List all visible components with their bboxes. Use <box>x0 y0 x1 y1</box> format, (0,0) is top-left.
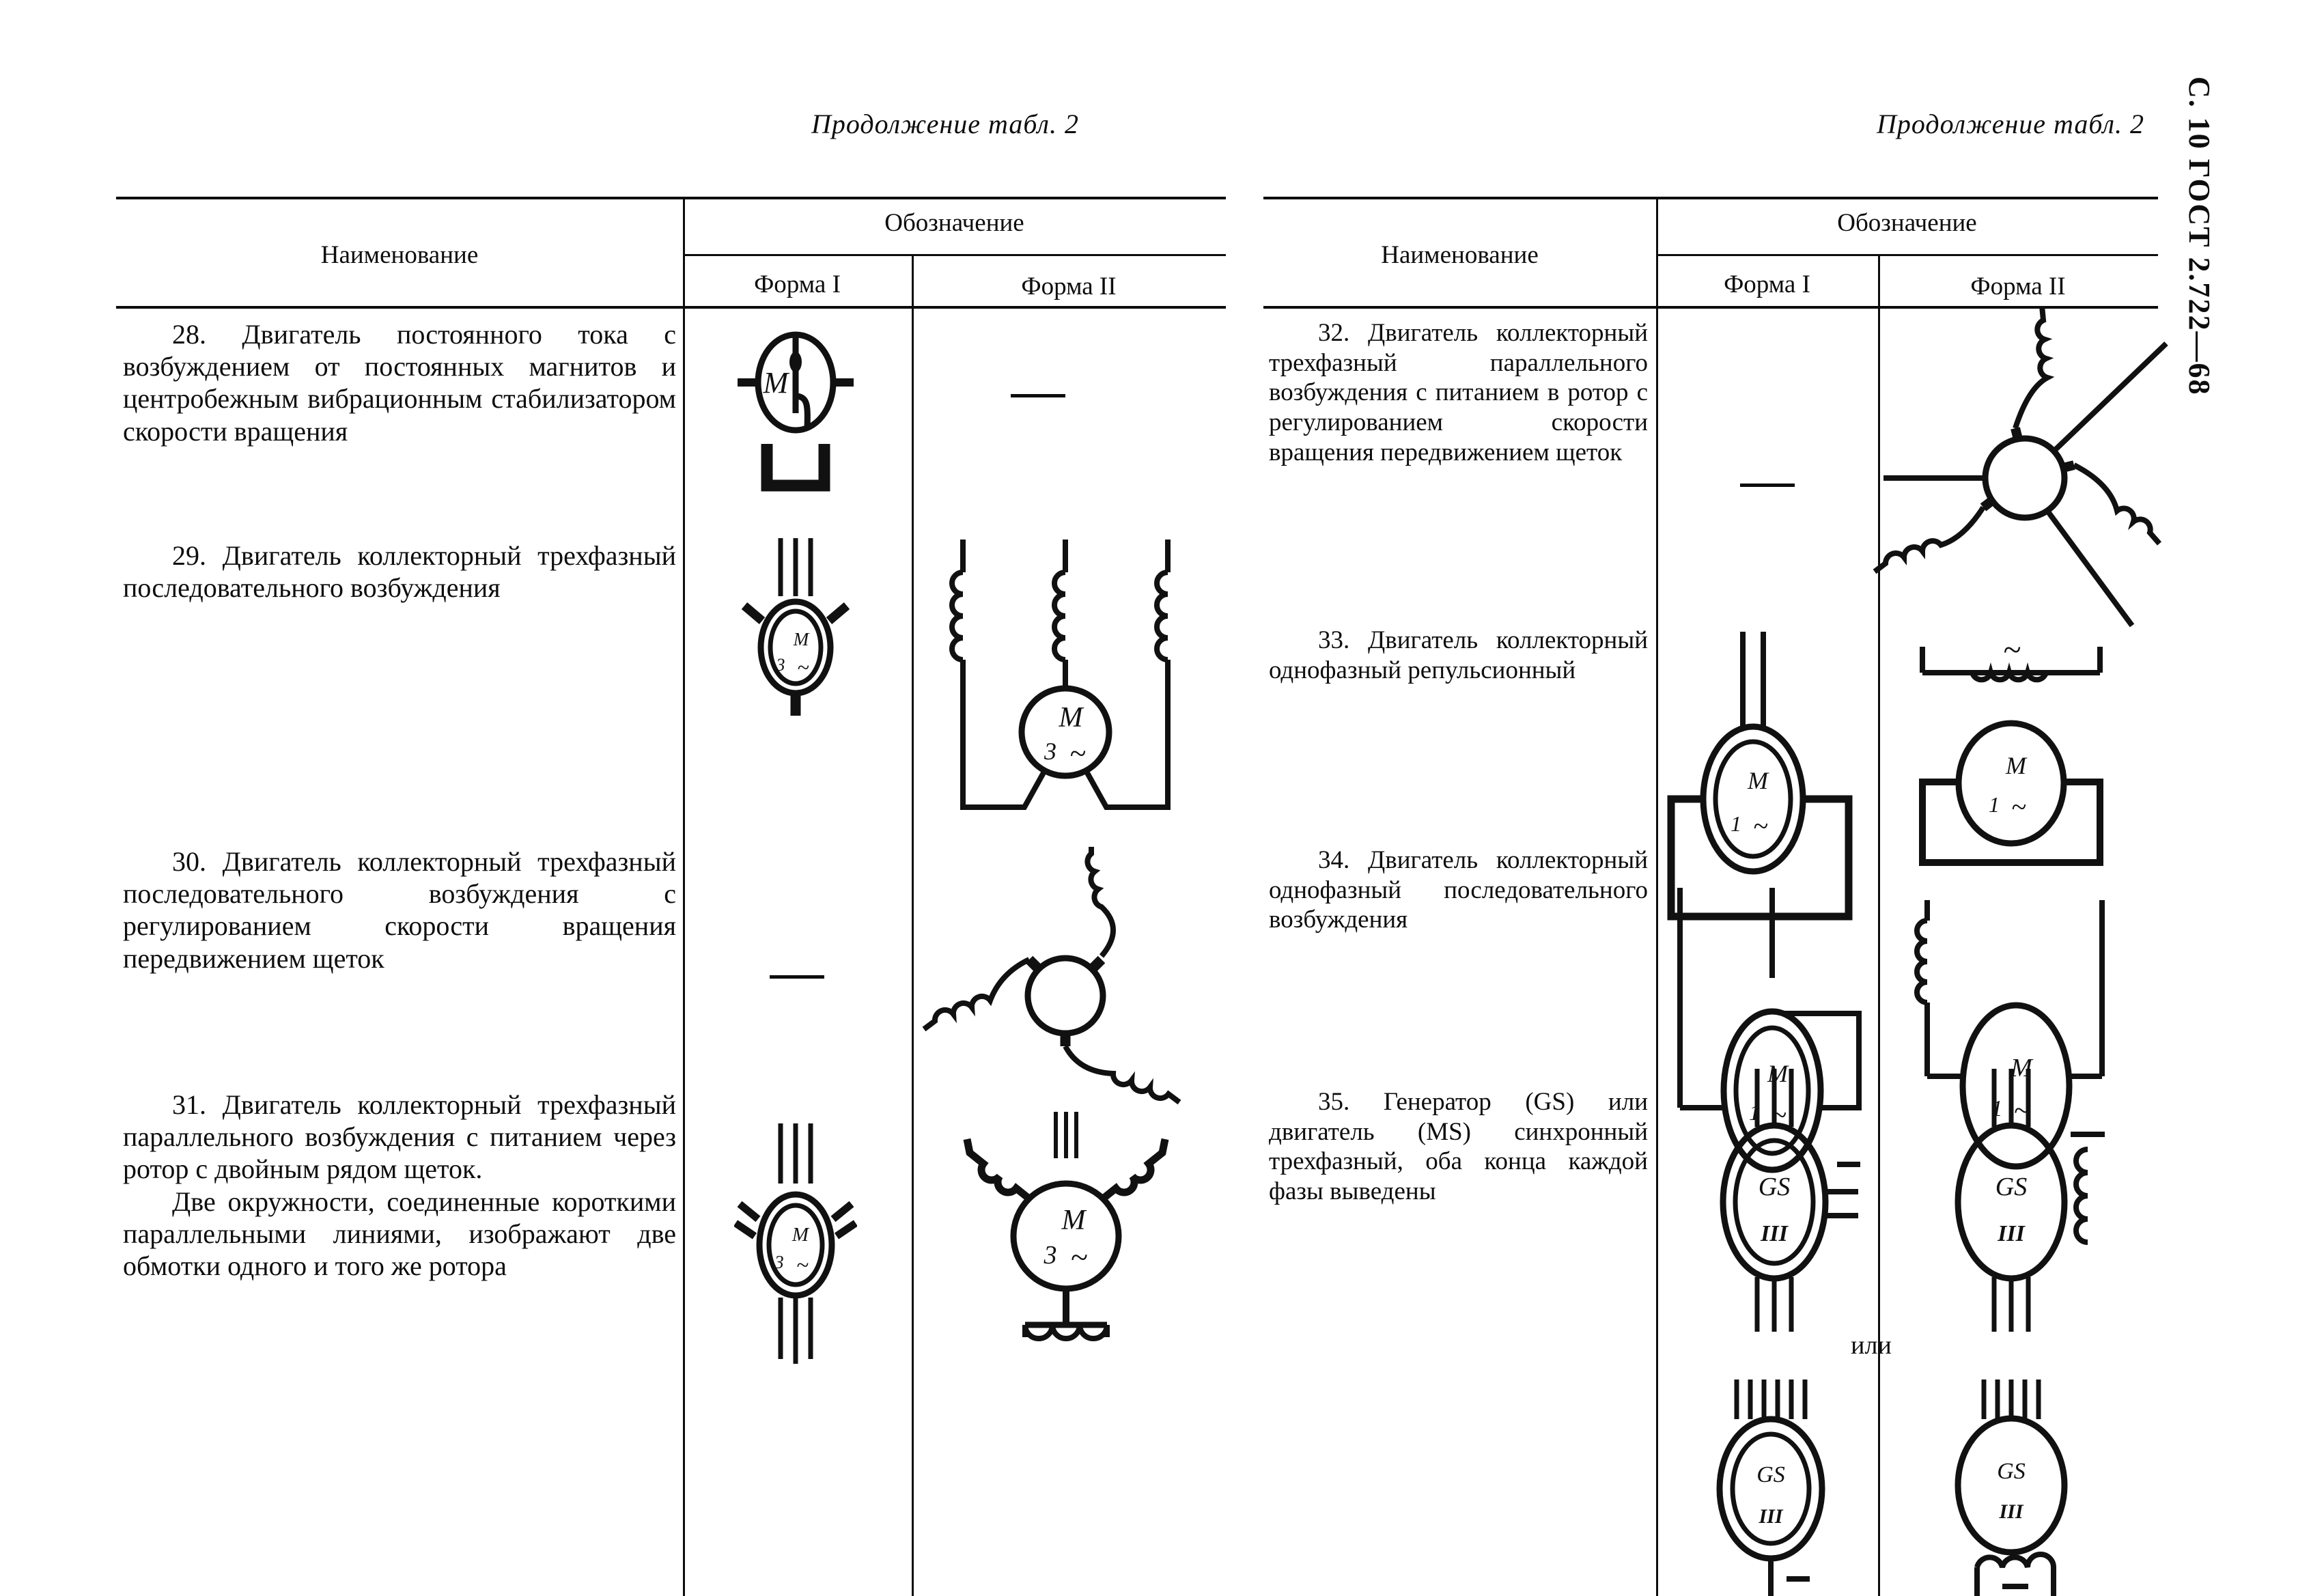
symbol-31-form1-double-brush-rotor <box>734 1123 857 1397</box>
ac-tilde: ~ <box>1069 737 1086 770</box>
item-33-text: 33. Двигатель коллекторный однофазный репульсионный <box>1269 626 1648 684</box>
ac-tilde: ~ <box>1753 811 1768 841</box>
motor-letter: M <box>2011 1054 2032 1082</box>
ac-tilde: ~ <box>2011 792 2026 822</box>
ac-tilde: ~ <box>796 1253 809 1278</box>
phase-digit: 1 <box>1989 792 2000 817</box>
ac-tilde: ~ <box>1070 1240 1088 1274</box>
symbol-32-form2-brush-shift-motor <box>1871 306 2192 647</box>
motor-letter: M <box>1748 767 1768 794</box>
item-34-name <box>1269 845 1648 935</box>
gost-side-note: С. 10 ГОСТ 2.722—68 <box>2183 76 2216 396</box>
left-table-top-rule <box>116 197 1226 199</box>
item-29-name <box>123 540 676 604</box>
item-34-text: 34. Двигатель коллекторный однофазный последовательного возбуждения <box>1269 846 1648 934</box>
left-header-form2: Форма II <box>1021 272 1117 300</box>
item-33-name <box>1269 626 1648 685</box>
left-header-name: Наименование <box>320 241 479 269</box>
right-header-designation: Обозначение <box>1837 209 1977 237</box>
symbol-30-form2-brush-shift-motor <box>919 847 1212 1120</box>
item-31-name <box>123 1089 676 1282</box>
motor-letter: M <box>1059 702 1083 733</box>
generator-letters: GS <box>1997 1459 2026 1484</box>
symbol-35-form1-synchronous-gs-alt <box>1685 1380 1863 1596</box>
symbol-33-form2-repulsion-motor <box>1912 625 2110 871</box>
phase-digit: 3 <box>776 655 785 675</box>
left-header-designation: Обозначение <box>884 209 1024 237</box>
three-bars: III <box>1998 1221 2025 1246</box>
caption-right: Продолжение табл. 2 <box>1876 109 2144 139</box>
three-bars: III <box>1761 1221 1788 1246</box>
item-31-text: 31. Двигатель коллекторный трехфазный параллельного возбуждения с питанием через ротор с двойным рядом щеток. <box>123 1089 676 1185</box>
item-35-name <box>1269 1087 1648 1207</box>
left-header-form1: Форма I <box>754 270 841 298</box>
motor-letter: M <box>1061 1205 1086 1236</box>
item-30-text: 30. Двигатель коллекторный трехфазный последовательного возбуждения с регулированием скорости вращения передвижением щеток <box>123 846 676 974</box>
ac-tilde: ~ <box>1771 1100 1787 1130</box>
item-28-name <box>123 318 676 447</box>
symbol-35-form2-synchronous-gs-alt <box>1926 1380 2110 1596</box>
symbol-35-form2-synchronous-gs <box>1926 1069 2110 1335</box>
item-32-text: 32. Двигатель коллекторный трехфазный параллельного возбуждения с питанием в ротор с регулированием скорости вращения передвижением щеток <box>1269 319 1648 466</box>
symbol-35-form1-synchronous-gs <box>1685 1069 1863 1335</box>
phase-digit: 1 <box>1731 811 1741 836</box>
generator-letters: GS <box>1995 1173 2028 1201</box>
symbol-30-form1-empty-dash <box>770 975 824 979</box>
phase-digit: 1 <box>1749 1100 1760 1125</box>
symbol-29-form2-commutator-3ph-series <box>922 540 1209 843</box>
symbol-31-form2-double-brush-rotor <box>922 1112 1209 1399</box>
left-table-designation-rule <box>683 254 1226 256</box>
motor-letter: M <box>1767 1060 1788 1087</box>
symbol-28-form1-dc-motor-magnet <box>717 318 874 502</box>
phase-digit: 3 <box>1044 738 1056 765</box>
ac-tilde: ~ <box>797 655 809 680</box>
ac-tilde: ~ <box>2003 632 2021 668</box>
symbol-29-form1-commutator-3ph-series <box>738 538 854 733</box>
ac-tilde: ~ <box>2013 1095 2030 1127</box>
right-header-form2: Форма II <box>1970 272 2066 300</box>
three-bars: III <box>1759 1505 1783 1528</box>
phase-digit: 3 <box>774 1252 784 1272</box>
item-35-text: 35. Генератор (GS) или двигатель (MS) синхронный трехфазный, оба конца каждой фазы выведены <box>1269 1088 1648 1205</box>
right-table-top-rule <box>1263 197 2158 199</box>
motor-letter: M <box>763 366 789 400</box>
generator-letters: GS <box>1756 1462 1785 1487</box>
right-table-designation-rule <box>1656 254 2158 256</box>
symbol-32-form1-empty-dash <box>1740 484 1795 487</box>
caption-left: Продолжение табл. 2 <box>811 109 1079 139</box>
motor-letter: M <box>2006 752 2026 779</box>
item-30-name <box>123 845 676 975</box>
item-31-note: Две окружности, соединенные короткими параллельными линиями, изображают две обмотки одного и того же ротора <box>123 1186 676 1281</box>
left-table-name-divider <box>683 197 685 1596</box>
right-header-name: Наименование <box>1381 241 1539 269</box>
left-table-header-bottom-rule <box>116 306 1226 309</box>
motor-letter: M <box>792 1224 809 1246</box>
left-table-form-divider <box>912 254 914 1596</box>
item-29-text: 29. Двигатель коллекторный трехфазный последовательного возбуждения <box>123 540 676 604</box>
phase-digit: 3 <box>1044 1241 1057 1270</box>
phase-digit: 1 <box>1991 1096 2003 1121</box>
item-28-text: 28. Двигатель постоянного тока с возбуждением от постоянных магнитов и центробежным вибрационным стабилизатором скорости вращения <box>123 319 676 447</box>
right-header-form1: Форма I <box>1724 270 1810 298</box>
right-table-name-divider <box>1656 197 1658 1596</box>
symbol-28-form2-empty-dash <box>1011 394 1065 397</box>
item-32-name <box>1269 318 1648 467</box>
motor-letter: M <box>793 629 809 649</box>
or-label: или <box>1851 1331 1892 1360</box>
three-bars: III <box>1999 1500 2023 1523</box>
generator-letters: GS <box>1758 1173 1791 1201</box>
